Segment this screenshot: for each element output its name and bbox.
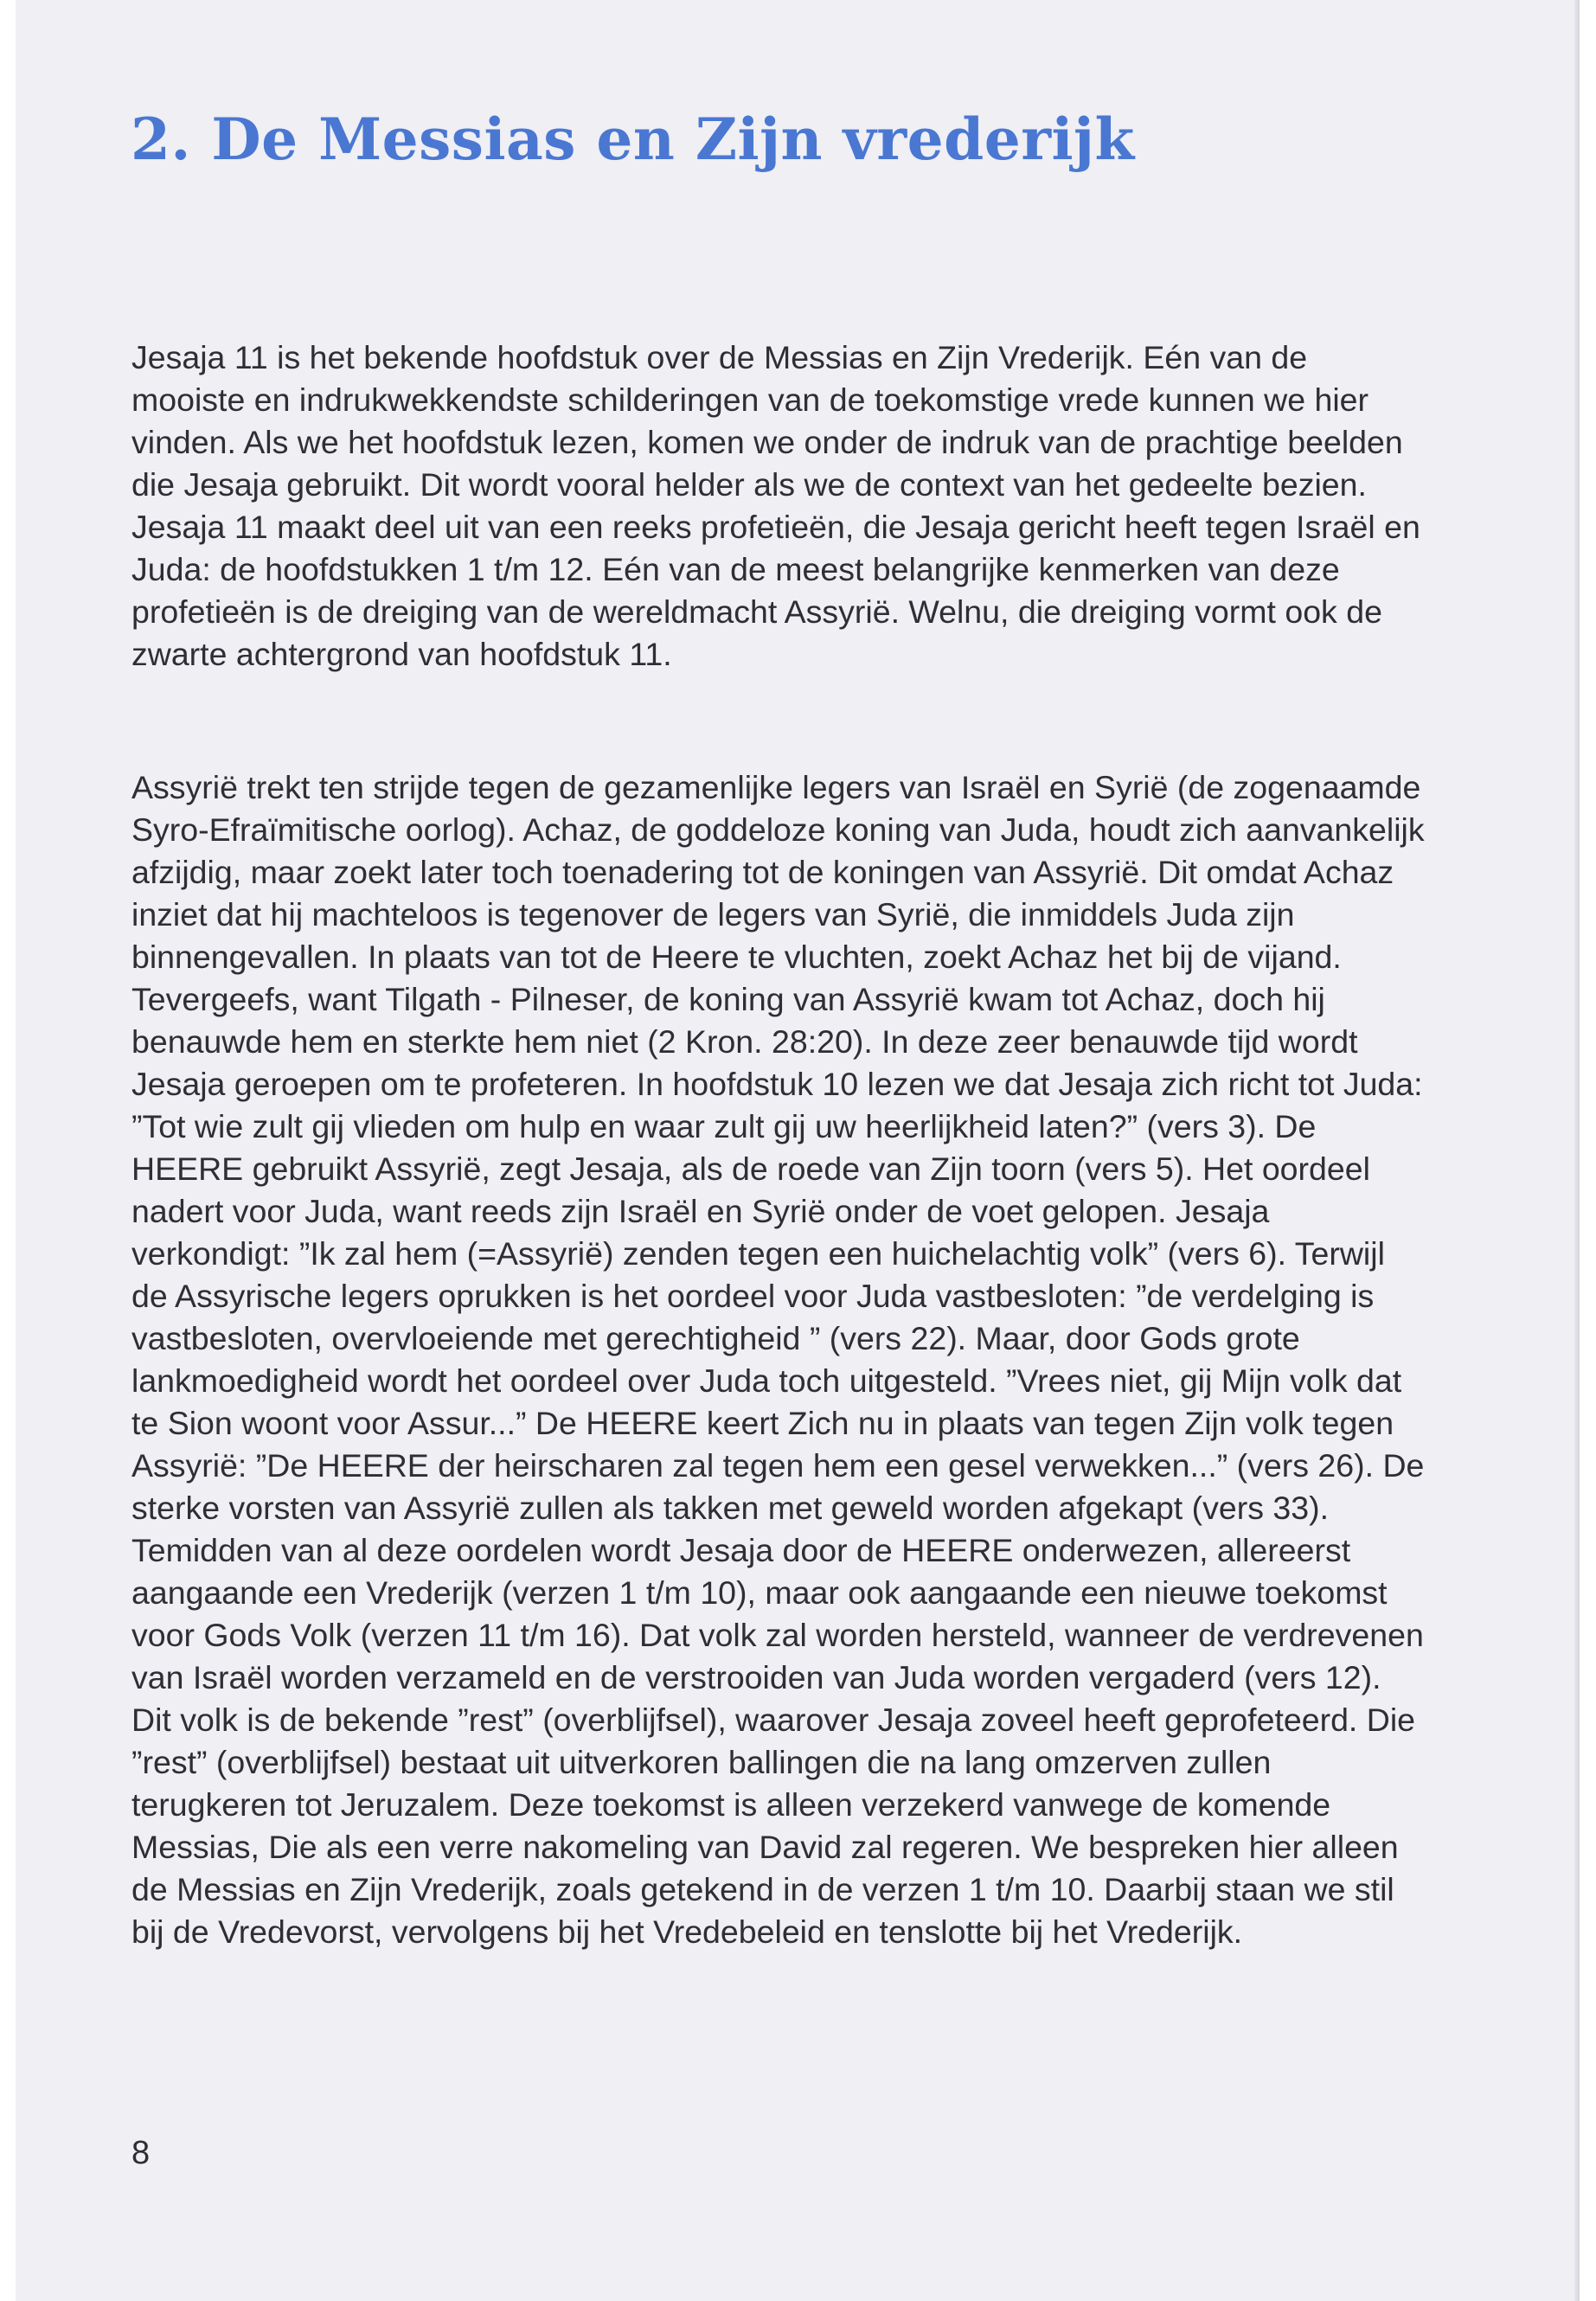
book-page <box>16 0 1580 2301</box>
paragraph-1: Jesaja 11 is het bekende hoofdstuk over de Messias en Zijn Vrederijk. Eén van de mooiste en indrukwekkendste schilderingen van de toekomstige vrede kunnen we hier vinden. Als we het hoofdstuk lezen, komen we onder de indruk van de prachtige beelden die Jesaja gebruikt. Dit wordt vooral helder als we de context van het gedeelte bezien. Jesaja 11 maakt deel uit van een reeks profetieën, die Jesaja gericht heeft tegen Israël en Juda: de hoofdstukken 1 t/m 12. Eén van de meest belangrijke kenmerken van deze profetieën is de dreiging van de wereldmacht Assyrië. Welnu, die dreiging vormt ook de zwarte achtergrond van hoofdstuk 11. <box>131 339 1420 672</box>
paragraph-2: Assyrië trekt ten strijde tegen de gezamenlijke legers van Israël en Syrië (de zogenaamde Syro-Efraïmitische oorlog). Achaz, de goddeloze koning van Juda, houdt zich aanvankelijk afzijdig, maar zoekt later toch toenadering tot de koningen van Assyrië. Dit omdat Achaz inziet dat hij machteloos is tegenover de legers van Syrië, die inmiddels Juda zijn binnengevallen. In plaats van tot de Heere te vluchten, zoekt Achaz het bij de vijand. Tevergeefs, want Tilgath - Pilneser, de koning van Assyrië kwam tot Achaz, doch hij benauwde hem en sterkte hem niet (2 Kron. 28:20). In deze zeer benauwde tijd wordt Jesaja geroepen om te profeteren. In hoofdstuk 10 lezen we dat Jesaja zich richt tot Juda: ”Tot wie zult gij vlieden om hulp en waar zult gij uw heerlijkheid laten?” (vers 3). De HEERE gebruikt Assyrië, zegt Jesaja, als de roede van Zijn toorn (vers 5). Het oordeel nadert voor Juda, want reeds zijn Israël en Syrië onder de voet gelopen. Jesaja verkondigt: ”Ik zal hem (=Assyrië) zenden tegen een huichelachtig volk” (vers 6). Terwijl de Assyrische legers oprukken is het oordeel voor Juda vastbesloten: ”de verdelging is vastbesloten, overvloeiende met gerechtigheid ” (vers 22). Maar, door Gods grote lankmoedigheid wordt het oordeel over Juda toch uitgesteld. ”Vrees niet, gij Mijn volk dat te Sion woont voor Assur...” De HEERE keert Zich nu in plaats van tegen Zijn volk tegen Assyrië: ”De HEERE der heirscharen zal tegen hem een gesel verwekken...” (vers 26). De sterke vorsten van Assyrië zullen als takken met geweld worden afgekapt (vers 33). Temidden van al deze oordelen wordt Jesaja door de HEERE onderwezen, allereerst aangaande een Vrederijk (verzen 1 t/m 10), maar ook aangaande een nieuwe toekomst voor Gods Volk (verzen 11 t/m 16). Dat volk zal worden hersteld, wanneer de verdrevenen van Israël worden verzameld en de verstrooiden van Juda worden vergaderd (vers 12). Dit volk is de bekende ”rest” (overblijfsel), waarover Jesaja zoveel heeft geprofeteerd. Die ”rest” (overblijfsel) bestaat uit uitverkoren ballingen die na lang omzerven zullen terugkeren tot Jeruzalem. Deze toekomst is alleen verzekerd vanwege de komende Messias, Die als een verre nakomeling van David zal regeren. We bespreken hier alleen de Messias en Zijn Vrederijk, zoals getekend in de verzen 1 t/m 10. Daarbij staan we stil bij de Vredevorst, vervolgens bij het Vredebeleid en tenslotte bij het Vrederijk. <box>131 769 1425 1950</box>
chapter-title: 2. De Messias en Zijn vrederijk <box>131 106 1135 173</box>
page-number: 8 <box>131 2135 151 2171</box>
